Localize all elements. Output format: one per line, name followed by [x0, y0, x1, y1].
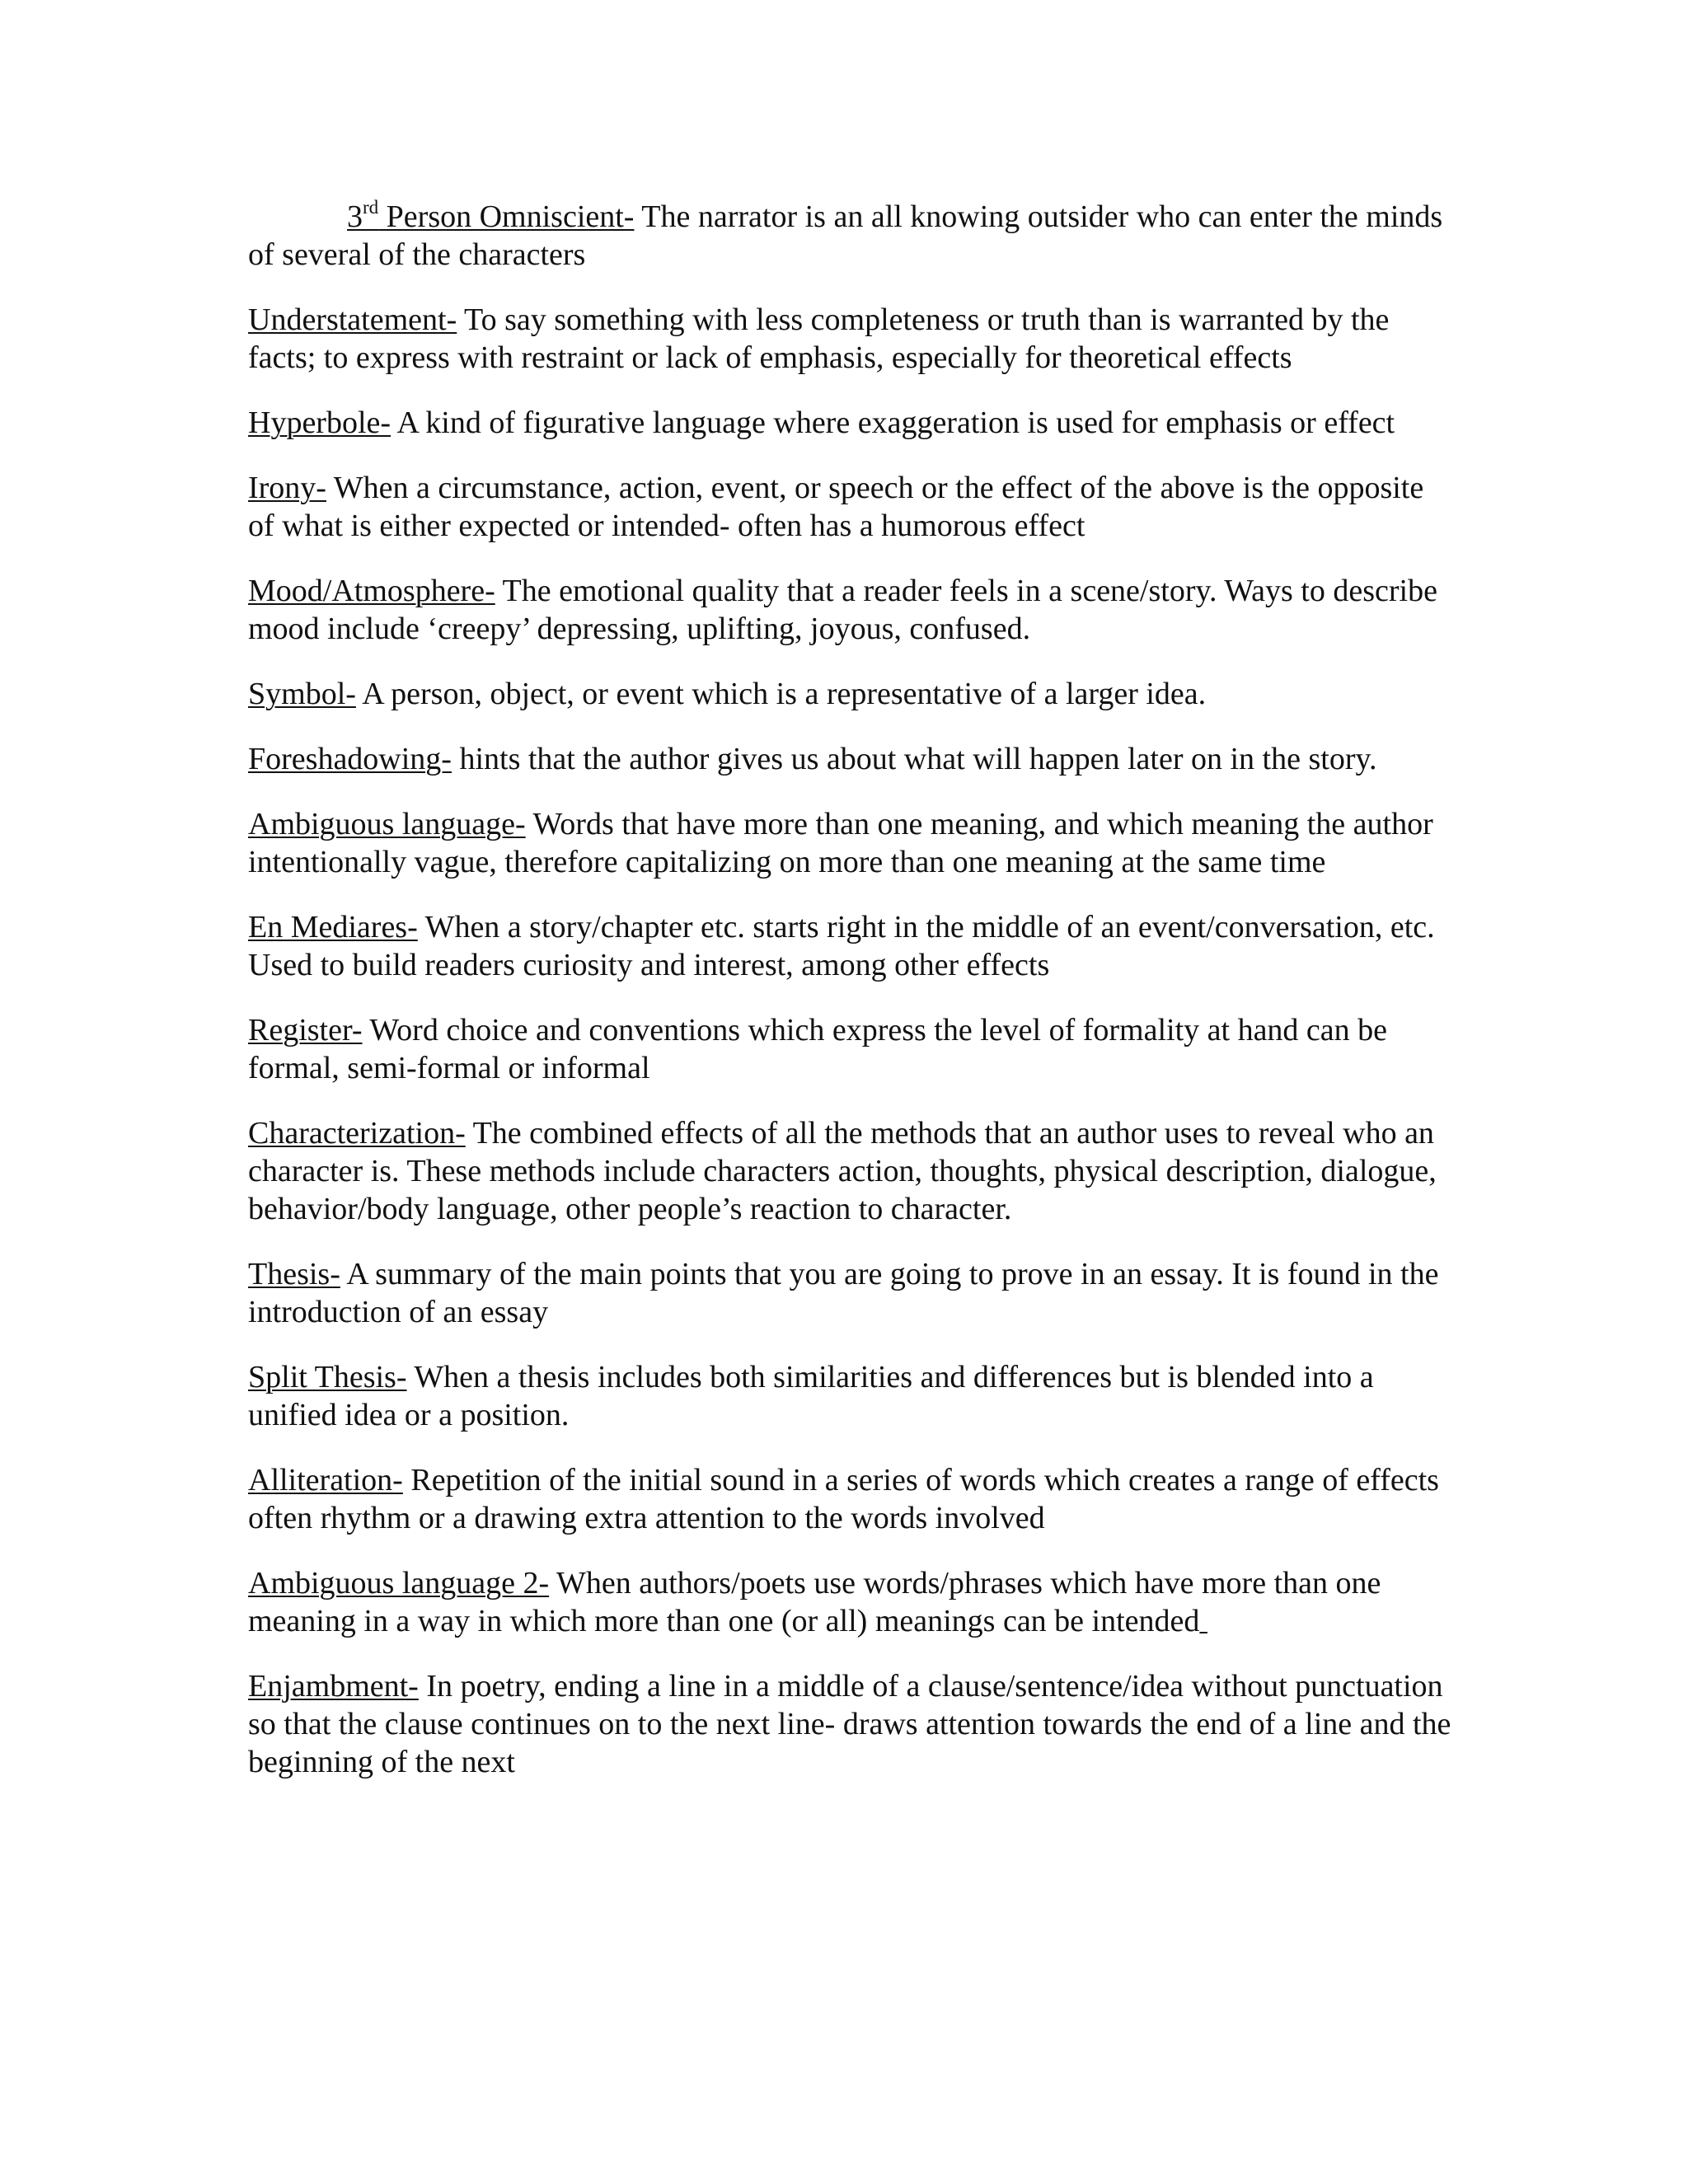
glossary-term: Understatement-	[248, 302, 457, 337]
glossary-term: Irony-	[248, 471, 326, 505]
glossary-definition: When a thesis includes both similarities and differences but is blended into a unified idea or a position.	[248, 1360, 1374, 1432]
glossary-entry	[248, 1461, 1451, 1537]
glossary-entry	[248, 1114, 1451, 1228]
glossary-definition: When a circumstance, action, event, or speech or the effect of the above is the opposite of what is either expected or intended- often has a humorous effect	[248, 471, 1424, 543]
glossary-definition: Repetition of the initial sound in a series of words which creates a range of effects often rhythm or a drawing extra attention to the words involved	[248, 1463, 1439, 1535]
glossary-definition: When authors/poets use words/phrases which have more than one meaning in a way in which more than one (or all) meanings can be intended	[248, 1566, 1381, 1638]
glossary-term: Enjambment-	[248, 1669, 419, 1704]
glossary-term: Split Thesis-	[248, 1360, 407, 1394]
glossary-definition: To say something with less completeness or truth than is warranted by the facts; to express with restraint or lack of emphasis, especially for theoretical effects	[248, 302, 1390, 375]
glossary-entry	[248, 908, 1451, 984]
glossary-entry	[248, 469, 1451, 545]
glossary-entry	[248, 1011, 1451, 1087]
glossary-term: Ambiguous language-	[248, 807, 526, 841]
glossary-list	[248, 198, 1451, 1808]
glossary-term: Hyperbole-	[248, 405, 392, 440]
glossary-term	[347, 199, 634, 234]
trailing-underline	[1199, 1602, 1209, 1640]
glossary-term: En Mediares-	[248, 910, 418, 944]
glossary-term: Mood/Atmosphere-	[248, 574, 495, 608]
term-superscript: rd	[363, 197, 379, 218]
glossary-definition: A summary of the main points that you are going to prove in an essay. It is found in the introduction of an essay	[248, 1257, 1439, 1329]
glossary-entry	[248, 198, 1451, 274]
glossary-definition: In poetry, ending a line in a middle of a clause/sentence/idea without punctuation so that the clause continues on to the next line- draws attention towards the end of a line and the beginning of the next	[248, 1669, 1451, 1779]
glossary-definition: When a story/chapter etc. starts right in the middle of an event/conversation, etc. Used to build readers curiosity and interest, among other effects	[248, 910, 1435, 982]
glossary-entry	[248, 301, 1451, 377]
glossary-definition: hints that the author gives us about what will happen later on in the story.	[451, 742, 1377, 776]
glossary-term: Thesis-	[248, 1257, 340, 1291]
glossary-term: Ambiguous language 2-	[248, 1566, 550, 1601]
glossary-definition: A kind of figurative language where exaggeration is used for emphasis or effect	[391, 405, 1395, 440]
glossary-definition: Word choice and conventions which express the level of formality at hand can be formal, semi-formal or informal	[248, 1013, 1388, 1085]
glossary-definition: The narrator is an all knowing outsider who can enter the minds of several of the characters	[248, 199, 1443, 272]
glossary-entry	[248, 805, 1451, 881]
glossary-entry	[248, 572, 1451, 648]
term-number: 3	[347, 199, 363, 234]
glossary-entry	[248, 1564, 1451, 1640]
glossary-term: Characterization-	[248, 1116, 466, 1151]
glossary-term: Register-	[248, 1013, 363, 1047]
glossary-definition: Words that have more than one meaning, and which meaning the author intentionally vague, therefore capitalizing on more than one meaning at the same time	[248, 807, 1433, 879]
glossary-entry	[248, 1358, 1451, 1434]
glossary-entry	[248, 404, 1451, 442]
glossary-entry	[248, 1667, 1451, 1781]
glossary-term: Alliteration-	[248, 1463, 403, 1497]
glossary-entry	[248, 1255, 1451, 1331]
glossary-definition: The combined effects of all the methods that an author uses to reveal who an character is. These methods include characters action, thoughts, physical description, dialogue, behavior/body language, other people’s reaction to character.	[248, 1116, 1437, 1226]
glossary-definition: A person, object, or event which is a representative of a larger idea.	[355, 677, 1207, 711]
glossary-definition: The emotional quality that a reader feels in a scene/story. Ways to describe mood include ‘creepy’ depressing, uplifting, joyous, confused.	[248, 574, 1437, 646]
glossary-term: Symbol-	[248, 677, 356, 711]
term-text: Person Omniscient-	[378, 199, 635, 234]
glossary-term: Foreshadowing-	[248, 742, 452, 776]
glossary-entry	[248, 675, 1451, 713]
glossary-entry	[248, 740, 1451, 778]
